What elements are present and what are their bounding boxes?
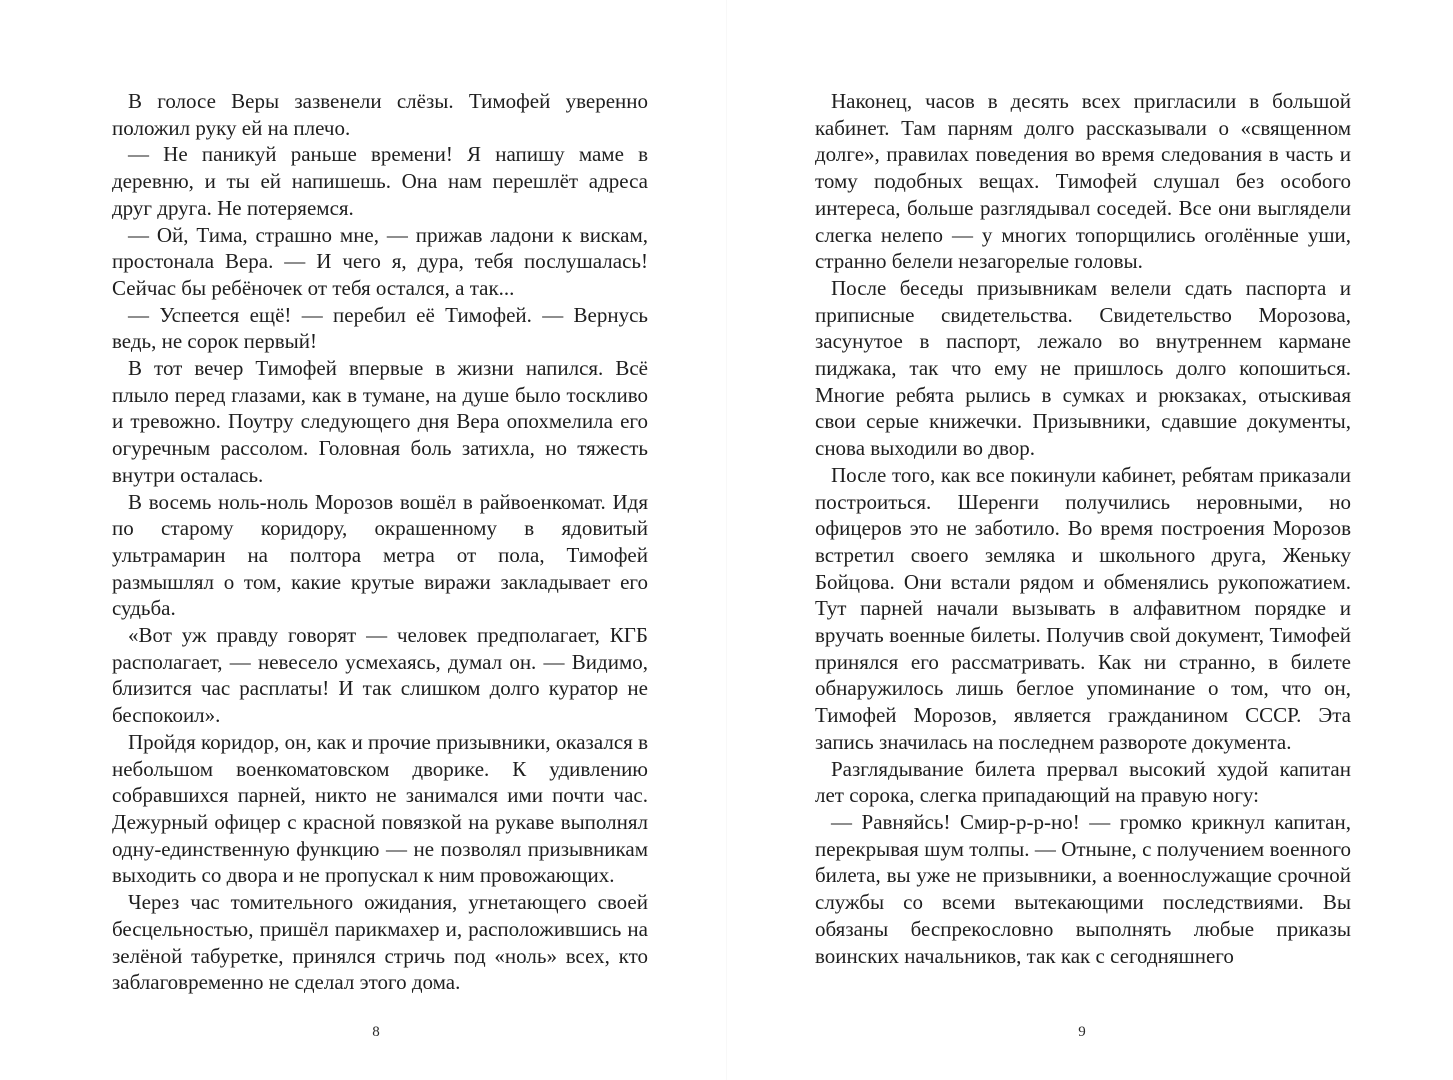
- book-gutter: [726, 0, 727, 1080]
- paragraph: — Равняйсь! Смир-р-р-но! — громко крикнул капитан, перекрывая шум толпы. — Отныне, с получением военного билета, вы уже не призывники, а военнослужащие срочной службы со всеми вытекающими последствиями. Вы обязаны беспрекословно выполнять любые приказы воинских начальников, так как с сегодняшнего: [815, 809, 1351, 968]
- paragraph: Наконец, часов в десять всех пригласили в большой кабинет. Там парням долго рассказывали о «священном долге», правилах поведения во время следования в часть и тому подобных вещах. Тимофей слушал без особого интереса, больше разглядывал соседей. Все они выглядели слегка нелепо — у многих топорщились оголённые уши, странно белели незагорелые головы.: [815, 89, 1351, 274]
- right-page-text: [815, 88, 1351, 969]
- paragraph: После беседы призывникам велели сдать паспорта и приписные свидетельства. Свидетельство Морозова, засунутое в паспорт, лежало во внутреннем кармане пиджака, так что ему не пришлось долго копошиться. Многие ребята рылись в сумках и рюкзаках, отыскивая свои серые книжечки. Призывники, сдавшие документы, снова выходили во двор.: [815, 275, 1351, 461]
- paragraph: Через час томительного ожидания, угнетающего своей бесцельностью, пришёл парикмахер и, расположившись на зелёной табуретке, принялся стричь под «ноль» всех, кто заблаговременно не сделал этого дома.: [112, 890, 648, 995]
- paragraph: Пройдя коридор, он, как и прочие призывники, оказался в небольшом военкоматовском дворике. К удивлению собравшихся парней, никто не занимался ими почти час. Дежурный офицер с красной повязкой на рукаве выполнял одну-единственную функцию — не позволял призывникам выходить со двора и не пропускал к ним провожающих.: [112, 729, 648, 888]
- paragraph: В тот вечер Тимофей впервые в жизни напился. Всё плыло перед глазами, как в тумане, на душе было тоскливо и тревожно. Поутру следующего дня Вера опохмелила его огуречным рассолом. Головная боль затихла, но тяжесть внутри осталась.: [112, 356, 648, 487]
- left-page: [112, 88, 648, 1028]
- paragraph: — Не паникуй раньше времени! Я напишу маме в деревню, и ты ей напишешь. Она нам перешлёт адреса друг друга. Не потеряемся.: [112, 142, 648, 220]
- paragraph: После того, как все покинули кабинет, ребятам приказали построиться. Шеренги получились неровными, но офицеров это не заботило. Во время построения Морозов встретил своего земляка и школьного друга, Женьку Бойцова. Они встали рядом и обменялись рукопожатием. Тут парней начали вызывать в алфавитном порядке и вручать военные билеты. Получив свой документ, Тимофей принялся его рассматривать. Как ни странно, в билете обнаружилось лишь беглое упоминание о том, что он, Тимофей Морозов, является гражданином СССР. Эта запись значилась на последнем развороте документа.: [815, 462, 1351, 754]
- paragraph: «Вот уж правду говорят — человек предполагает, КГБ располагает, — невесело усмехаясь, думал он. — Видимо, близится час расплаты! И так слишком долго куратор не беспокоил».: [112, 623, 648, 728]
- right-page: [815, 88, 1351, 1028]
- paragraph: — Успеется ещё! — перебил её Тимофей. — Вернусь ведь, не сорок первый!: [112, 302, 648, 354]
- paragraph: В голосе Веры зазвенели слёзы. Тимофей уверенно положил руку ей на плечо.: [112, 89, 648, 140]
- paragraph: — Ой, Тима, страшно мне, — прижав ладони к вискам, простонала Вера. — И чего я, дура, тебя послушалась! Сейчас бы ребёночек от тебя остался, а так...: [112, 222, 648, 300]
- paragraph: Разглядывание билета прервал высокий худой капитан лет сорока, слегка припадающий на правую ногу:: [815, 756, 1351, 808]
- paragraph: В восемь ноль-ноль Морозов вошёл в райвоенкомат. Идя по старому коридору, окрашенному в ядовитый ультрамарин на полтора метра от пола, Тимофей размышлял о том, какие крутые виражи закладывает его судьба.: [112, 489, 648, 621]
- left-page-text: [112, 88, 648, 996]
- right-page-number: 9: [1078, 1024, 1086, 1040]
- left-page-number: 8: [372, 1024, 380, 1040]
